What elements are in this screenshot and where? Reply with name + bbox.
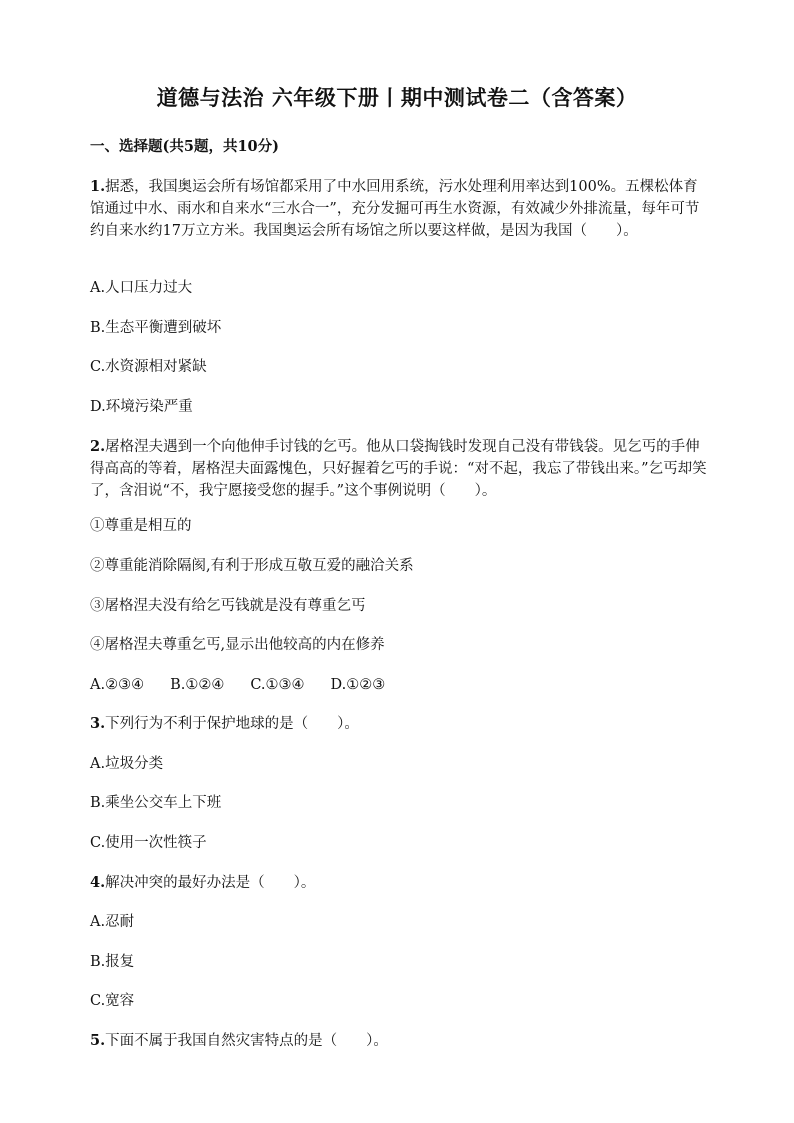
- question-number: 2.: [90, 438, 106, 455]
- q2-option-a: A.②③④: [90, 677, 145, 693]
- question-text: 解决冲突的最好办法是（ ）。: [105, 875, 316, 891]
- q2-statement-1: ①尊重是相互的: [90, 518, 192, 534]
- question-1-stem: [90, 176, 712, 242]
- q2-statement-2: ②尊重能消除隔阂,有利于形成互敬互爱的融洽关系: [90, 558, 414, 574]
- q4-option-a: A.忍耐: [90, 914, 135, 930]
- q1-option-b: B.生态平衡遭到破坏: [90, 320, 222, 336]
- question-2-stem: [90, 436, 712, 502]
- q3-option-b: B.乘坐公交车上下班: [90, 795, 222, 811]
- question-number: 5.: [90, 1032, 106, 1049]
- q1-option-c: C.水资源相对紧缺: [90, 359, 207, 375]
- question-3-stem: [90, 714, 359, 734]
- question-text: 屠格涅夫遇到一个向他伸手讨钱的乞丐。他从口袋掏钱时发现自己没有带钱袋。见乞丐的手伸得高高的等着，屠格涅夫面露愧色，只好握着乞丐的手说：“对不起，我忘了带钱出来。”乞丐却笑了，含泪说“不，我宁愿接受您的握手。”这个事例说明（ ）。: [90, 439, 707, 499]
- page-title: 道德与法治 六年级下册丨期中测试卷二（含答案）: [156, 85, 638, 110]
- question-text: 下列行为不利于保护地球的是（ ）。: [105, 716, 359, 732]
- question-number: 3.: [90, 715, 106, 732]
- q2-option-c: C.①③④: [250, 677, 305, 693]
- q4-option-c: C.宽容: [90, 993, 135, 1009]
- section-heading: 一、选择题(共5题，共10分): [90, 138, 279, 155]
- q2-statement-3: ③屠格涅夫没有给乞丐钱就是没有尊重乞丐: [90, 598, 366, 614]
- question-number: 4.: [90, 874, 106, 891]
- q2-option-b: B.①②④: [170, 677, 225, 693]
- question-text: 下面不属于我国自然灾害特点的是（ ）。: [105, 1033, 388, 1049]
- q2-statement-4: ④屠格涅夫尊重乞丐,显示出他较高的内在修养: [90, 637, 385, 653]
- q2-option-d: D.①②③: [330, 677, 386, 693]
- q2-options-row: [90, 675, 411, 695]
- question-number: 1.: [90, 178, 106, 195]
- q3-option-c: C.使用一次性筷子: [90, 835, 207, 851]
- question-text: 据悉，我国奥运会所有场馆都采用了中水回用系统，污水处理利用率达到100%。五棵松体育馆通过中水、雨水和自来水“三水合一”，充分发掘可再生水资源，有效减少外排流量，每年可节约自来水约17万立方米。我国奥运会所有场馆之所以要这样做，是因为我国（ ）。: [90, 179, 700, 239]
- q3-option-a: A.垃圾分类: [90, 756, 164, 772]
- question-4-stem: [90, 873, 315, 893]
- q1-option-d: D.环境污染严重: [90, 399, 193, 415]
- q4-option-b: B.报复: [90, 954, 135, 970]
- question-5-stem: [90, 1031, 388, 1051]
- q1-option-a: A.人口压力过大: [90, 280, 193, 296]
